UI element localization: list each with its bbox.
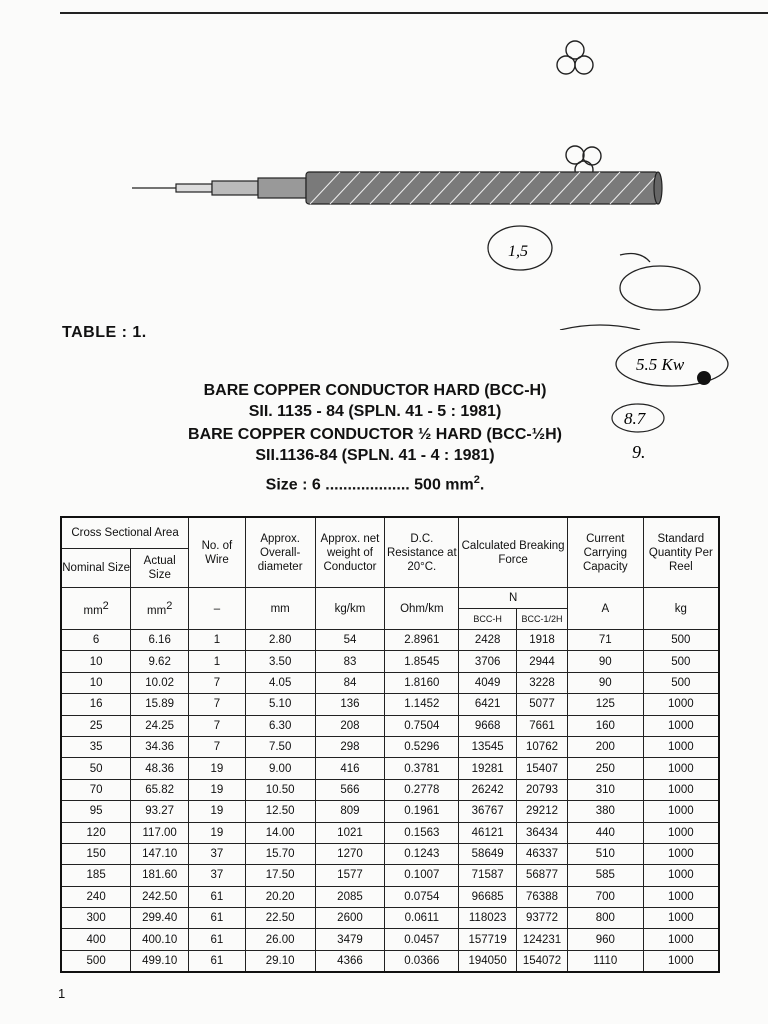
- cell-force-bcc-h: 2428: [459, 630, 517, 651]
- cell-no-of-wire: 19: [189, 779, 246, 800]
- unit-weight: kg/km: [315, 588, 385, 630]
- cell-force-bcc-h: 6421: [459, 694, 517, 715]
- cell-current: 90: [567, 651, 643, 672]
- cell-force-bcc-h: 118023: [459, 908, 517, 929]
- cell-nominal-size: 300: [61, 908, 131, 929]
- unit-bcc-half-h: BCC-1/2H: [517, 609, 568, 630]
- cell-force-bcc-half-h: 1918: [517, 630, 568, 651]
- cell-no-of-wire: 1: [189, 651, 246, 672]
- cell-actual-size: 65.82: [131, 779, 189, 800]
- cell-nominal-size: 50: [61, 758, 131, 779]
- cell-no-of-wire: 61: [189, 929, 246, 950]
- table-row: [61, 865, 719, 886]
- strand-diagram-icon: [557, 41, 601, 179]
- cell-diameter: 6.30: [245, 715, 315, 736]
- cell-no-of-wire: 61: [189, 908, 246, 929]
- cell-force-bcc-half-h: 76388: [517, 886, 568, 907]
- cell-quantity: 1000: [643, 886, 719, 907]
- cell-weight: 1270: [315, 843, 385, 864]
- cell-quantity: 500: [643, 672, 719, 693]
- table-row: [61, 929, 719, 950]
- cell-diameter: 9.00: [245, 758, 315, 779]
- header-cross-sectional-area: Cross Sectional Area: [61, 517, 189, 549]
- cell-resistance: 0.1563: [385, 822, 459, 843]
- cell-current: 960: [567, 929, 643, 950]
- cell-resistance: 2.8961: [385, 630, 459, 651]
- cell-quantity: 1000: [643, 865, 719, 886]
- cell-resistance: 1.1452: [385, 694, 459, 715]
- cable-icon: [132, 172, 662, 204]
- cell-actual-size: 15.89: [131, 694, 189, 715]
- cell-force-bcc-half-h: 3228: [517, 672, 568, 693]
- cell-diameter: 17.50: [245, 865, 315, 886]
- table-row: [61, 886, 719, 907]
- cell-quantity: 1000: [643, 843, 719, 864]
- svg-text:5.5 Kw: 5.5 Kw: [636, 355, 685, 374]
- cell-force-bcc-h: 13545: [459, 736, 517, 757]
- cell-current: 125: [567, 694, 643, 715]
- cell-quantity: 1000: [643, 822, 719, 843]
- cell-weight: 2600: [315, 908, 385, 929]
- cell-diameter: 14.00: [245, 822, 315, 843]
- cell-nominal-size: 185: [61, 865, 131, 886]
- cell-nominal-size: 35: [61, 736, 131, 757]
- cell-resistance: 0.0754: [385, 886, 459, 907]
- cell-weight: 298: [315, 736, 385, 757]
- cell-diameter: 2.80: [245, 630, 315, 651]
- cell-nominal-size: 150: [61, 843, 131, 864]
- cell-diameter: 7.50: [245, 736, 315, 757]
- cell-current: 310: [567, 779, 643, 800]
- header-actual-size: Actual Size: [131, 549, 189, 588]
- page-number: 1: [58, 986, 66, 1001]
- cell-nominal-size: 10: [61, 672, 131, 693]
- header-nominal-size: Nominal Size: [61, 549, 131, 588]
- cell-no-of-wire: 19: [189, 758, 246, 779]
- cell-force-bcc-half-h: 5077: [517, 694, 568, 715]
- cell-nominal-size: 400: [61, 929, 131, 950]
- cell-actual-size: 117.00: [131, 822, 189, 843]
- svg-text:8.7: 8.7: [624, 409, 646, 428]
- unit-wire: –: [189, 588, 246, 630]
- table-row: [61, 758, 719, 779]
- cell-current: 200: [567, 736, 643, 757]
- cell-force-bcc-half-h: 154072: [517, 950, 568, 972]
- cell-diameter: 29.10: [245, 950, 315, 972]
- cell-quantity: 1000: [643, 801, 719, 822]
- cell-force-bcc-h: 157719: [459, 929, 517, 950]
- cell-force-bcc-h: 71587: [459, 865, 517, 886]
- cell-current: 160: [567, 715, 643, 736]
- cell-actual-size: 242.50: [131, 886, 189, 907]
- cell-force-bcc-half-h: 93772: [517, 908, 568, 929]
- table-row: [61, 950, 719, 972]
- cell-force-bcc-h: 26242: [459, 779, 517, 800]
- cell-actual-size: 499.10: [131, 950, 189, 972]
- table-row: [61, 822, 719, 843]
- cell-weight: 84: [315, 672, 385, 693]
- cell-force-bcc-half-h: 20793: [517, 779, 568, 800]
- cell-current: 71: [567, 630, 643, 651]
- cell-weight: 136: [315, 694, 385, 715]
- unit-quantity: kg: [643, 588, 719, 630]
- cell-resistance: 1.8160: [385, 672, 459, 693]
- cell-quantity: 1000: [643, 715, 719, 736]
- cell-nominal-size: 70: [61, 779, 131, 800]
- cell-diameter: 26.00: [245, 929, 315, 950]
- cell-actual-size: 9.62: [131, 651, 189, 672]
- cell-resistance: 0.3781: [385, 758, 459, 779]
- cell-actual-size: 299.40: [131, 908, 189, 929]
- cell-resistance: 0.0611: [385, 908, 459, 929]
- table-body: [61, 630, 719, 973]
- cell-diameter: 3.50: [245, 651, 315, 672]
- cell-current: 250: [567, 758, 643, 779]
- cell-current: 380: [567, 801, 643, 822]
- cell-nominal-size: 95: [61, 801, 131, 822]
- unit-force: N: [459, 588, 568, 609]
- handwritten-note-1: 1,5: [508, 243, 528, 260]
- header-current: Current Carrying Capacity: [567, 517, 643, 588]
- cell-force-bcc-h: 3706: [459, 651, 517, 672]
- table-row: [61, 672, 719, 693]
- cell-quantity: 1000: [643, 908, 719, 929]
- table-row: [61, 779, 719, 800]
- unit-actual: $mm^2$: [131, 588, 189, 630]
- cell-nominal-size: 10: [61, 651, 131, 672]
- cell-force-bcc-h: 19281: [459, 758, 517, 779]
- cell-diameter: 10.50: [245, 779, 315, 800]
- cell-no-of-wire: 37: [189, 865, 246, 886]
- cell-weight: 54: [315, 630, 385, 651]
- conductor-spec-table: [60, 516, 720, 973]
- header-quantity: Standard Quantity Per Reel: [643, 517, 719, 588]
- cell-current: 1110: [567, 950, 643, 972]
- table-row: [61, 630, 719, 651]
- cell-actual-size: 6.16: [131, 630, 189, 651]
- title-line-3: BARE COPPER CONDUCTOR ½ HARD (BCC-½H): [188, 426, 562, 443]
- cell-actual-size: 181.60: [131, 865, 189, 886]
- cell-current: 800: [567, 908, 643, 929]
- cell-force-bcc-half-h: 2944: [517, 651, 568, 672]
- cell-no-of-wire: 7: [189, 694, 246, 715]
- cell-actual-size: 147.10: [131, 843, 189, 864]
- cell-resistance: 0.7504: [385, 715, 459, 736]
- table-row: [61, 736, 719, 757]
- cell-no-of-wire: 61: [189, 886, 246, 907]
- cell-nominal-size: 25: [61, 715, 131, 736]
- cell-quantity: 1000: [643, 950, 719, 972]
- cell-weight: 1577: [315, 865, 385, 886]
- cell-current: 585: [567, 865, 643, 886]
- header-weight: Approx. net weight of Conductor: [315, 517, 385, 588]
- cell-no-of-wire: 37: [189, 843, 246, 864]
- table-label: TABLE : 1.: [62, 324, 147, 341]
- unit-current: A: [567, 588, 643, 630]
- title-line-1: BARE COPPER CONDUCTOR HARD (BCC-H): [203, 382, 547, 399]
- cell-resistance: 0.1243: [385, 843, 459, 864]
- cell-weight: 809: [315, 801, 385, 822]
- cell-diameter: 5.10: [245, 694, 315, 715]
- cell-quantity: 1000: [643, 694, 719, 715]
- cell-actual-size: 34.36: [131, 736, 189, 757]
- cell-actual-size: 10.02: [131, 672, 189, 693]
- cell-diameter: 15.70: [245, 843, 315, 864]
- header-breaking-force: Calculated Breaking Force: [459, 517, 568, 588]
- cell-actual-size: 93.27: [131, 801, 189, 822]
- cell-resistance: 0.2778: [385, 779, 459, 800]
- cell-current: 700: [567, 886, 643, 907]
- table-row: [61, 715, 719, 736]
- table-row: [61, 651, 719, 672]
- header-resistance: D.C. Resistance at 20°C.: [385, 517, 459, 588]
- cell-resistance: 0.5296: [385, 736, 459, 757]
- cell-diameter: 12.50: [245, 801, 315, 822]
- cell-weight: 208: [315, 715, 385, 736]
- cell-weight: 2085: [315, 886, 385, 907]
- cell-force-bcc-h: 4049: [459, 672, 517, 693]
- cell-resistance: 1.8545: [385, 651, 459, 672]
- table-row: [61, 801, 719, 822]
- cell-diameter: 22.50: [245, 908, 315, 929]
- cell-force-bcc-h: 46121: [459, 822, 517, 843]
- cell-current: 510: [567, 843, 643, 864]
- cell-nominal-size: 240: [61, 886, 131, 907]
- cell-no-of-wire: 7: [189, 715, 246, 736]
- header-no-of-wire: No. of Wire: [189, 517, 246, 588]
- cell-actual-size: 48.36: [131, 758, 189, 779]
- cell-resistance: 0.0457: [385, 929, 459, 950]
- cell-no-of-wire: 7: [189, 672, 246, 693]
- cell-resistance: 0.0366: [385, 950, 459, 972]
- conductor-illustration: [0, 0, 768, 330]
- cell-no-of-wire: 7: [189, 736, 246, 757]
- title-line-4: SII.1136-84 (SPLN. 41 - 4 : 1981): [255, 447, 495, 464]
- cell-force-bcc-half-h: 10762: [517, 736, 568, 757]
- cell-force-bcc-half-h: 15407: [517, 758, 568, 779]
- title-line-2: SII. 1135 - 84 (SPLN. 41 - 5 : 1981): [248, 403, 502, 420]
- unit-diameter: mm: [245, 588, 315, 630]
- cell-force-bcc-half-h: 36434: [517, 822, 568, 843]
- cell-force-bcc-h: 58649: [459, 843, 517, 864]
- cell-nominal-size: 120: [61, 822, 131, 843]
- cell-force-bcc-h: 9668: [459, 715, 517, 736]
- title-block: [120, 380, 630, 495]
- unit-resistance: Ohm/km: [385, 588, 459, 630]
- table-row: [61, 908, 719, 929]
- cell-quantity: 1000: [643, 779, 719, 800]
- cell-no-of-wire: 19: [189, 801, 246, 822]
- cell-actual-size: 400.10: [131, 929, 189, 950]
- cell-actual-size: 24.25: [131, 715, 189, 736]
- cell-current: 90: [567, 672, 643, 693]
- table-row: [61, 694, 719, 715]
- unit-bcc-h: BCC-H: [459, 609, 517, 630]
- cell-diameter: 20.20: [245, 886, 315, 907]
- cell-force-bcc-half-h: 46337: [517, 843, 568, 864]
- cell-force-bcc-h: 194050: [459, 950, 517, 972]
- cell-force-bcc-half-h: 56877: [517, 865, 568, 886]
- cell-nominal-size: 16: [61, 694, 131, 715]
- cell-weight: 4366: [315, 950, 385, 972]
- cell-weight: 416: [315, 758, 385, 779]
- cell-diameter: 4.05: [245, 672, 315, 693]
- cell-quantity: 500: [643, 651, 719, 672]
- cell-weight: 566: [315, 779, 385, 800]
- cell-force-bcc-half-h: 29212: [517, 801, 568, 822]
- cell-force-bcc-h: 96685: [459, 886, 517, 907]
- handwritten-marks-icon: [488, 226, 700, 330]
- cell-quantity: 1000: [643, 929, 719, 950]
- cell-force-bcc-half-h: 7661: [517, 715, 568, 736]
- header-diameter: Approx. Overall-diameter: [245, 517, 315, 588]
- cell-no-of-wire: 61: [189, 950, 246, 972]
- unit-nominal: $mm^2$: [61, 588, 131, 630]
- svg-text:9.: 9.: [632, 442, 646, 462]
- cell-weight: 3479: [315, 929, 385, 950]
- cell-force-bcc-h: 36767: [459, 801, 517, 822]
- cell-force-bcc-half-h: 124231: [517, 929, 568, 950]
- cell-nominal-size: 500: [61, 950, 131, 972]
- cell-weight: 83: [315, 651, 385, 672]
- table-row: [61, 843, 719, 864]
- cell-current: 440: [567, 822, 643, 843]
- cell-resistance: 0.1961: [385, 801, 459, 822]
- cell-no-of-wire: 19: [189, 822, 246, 843]
- cell-quantity: 1000: [643, 758, 719, 779]
- cell-no-of-wire: 1: [189, 630, 246, 651]
- size-line: Size : 6 ................... 500 $mm^2$.: [265, 474, 485, 494]
- cell-nominal-size: 6: [61, 630, 131, 651]
- cell-quantity: 1000: [643, 736, 719, 757]
- cell-quantity: 500: [643, 630, 719, 651]
- cell-weight: 1021: [315, 822, 385, 843]
- cell-resistance: 0.1007: [385, 865, 459, 886]
